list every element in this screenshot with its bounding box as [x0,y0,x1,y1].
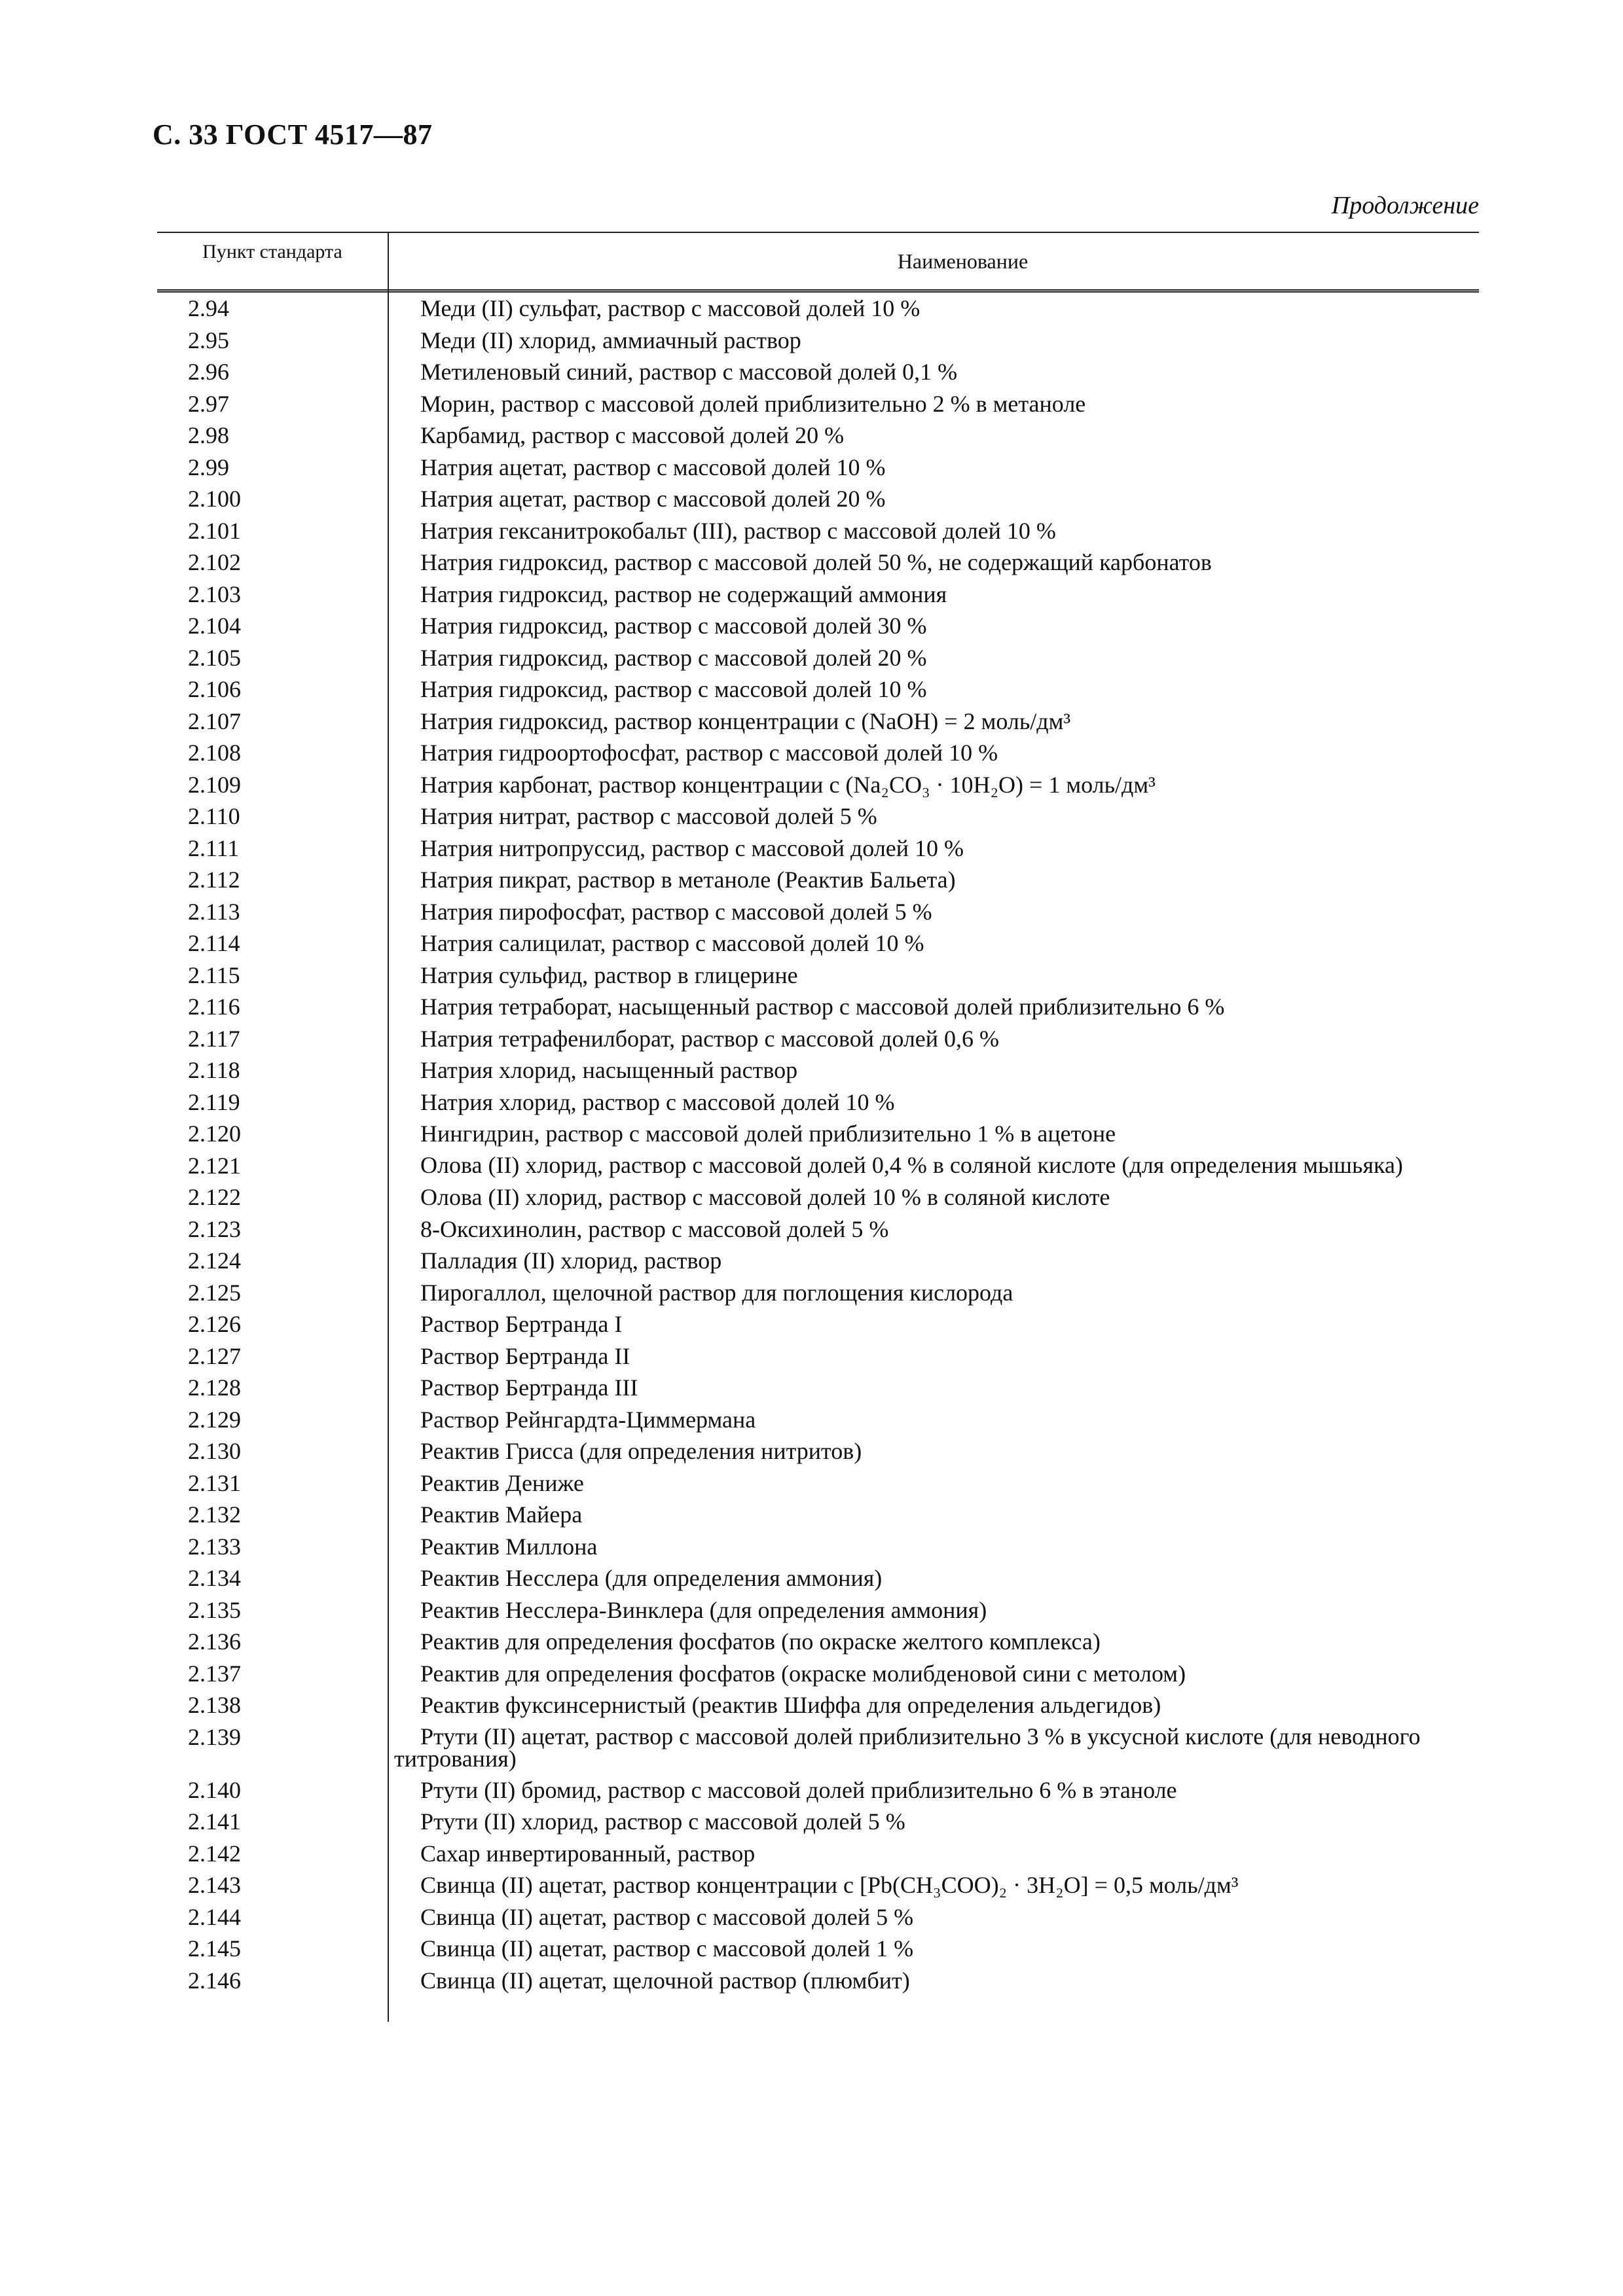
reagent-name: Реактив Несслера (для определения аммония) [420,1565,883,1591]
reagent-name: Палладия (II) хлорид, раствор [420,1247,722,1274]
table-row [157,1181,1479,1213]
table-row [157,673,1479,706]
clause-number: 2.114 [188,930,240,956]
reagent-name: Натрия хлорид, раствор с массовой долей 10 % [420,1088,895,1115]
clause-number: 2.135 [188,1596,241,1623]
clause-number: 2.141 [188,1808,241,1835]
clause-number: 2.115 [188,961,240,988]
clause-number: 2.116 [188,994,240,1020]
table-row [157,579,1479,611]
clause-number: 2.137 [188,1660,241,1687]
clause-number: 2.127 [188,1342,241,1369]
table-row [157,1806,1479,1838]
clause-number: 2.108 [188,740,241,766]
table-row [157,1245,1479,1277]
clause-number: 2.100 [188,486,241,512]
table-row [157,610,1479,642]
table-row [157,864,1479,896]
table-row [157,642,1479,674]
table-row [157,769,1479,801]
table-row [157,960,1479,992]
clause-number: 2.122 [188,1184,241,1210]
clause-number: 2.95 [188,327,229,353]
table-row [157,1869,1479,1901]
reagent-name: Пирогаллол, щелочной раствор для поглощения кислорода [420,1279,1013,1306]
reagent-name: Натрия гидроксид, раствор с массовой долей 10 % [420,676,927,702]
reagent-name: Натрия пирофосфат, раствор с массовой долей 5 % [420,898,932,925]
table-row [157,483,1479,515]
clause-number: 2.118 [188,1057,240,1083]
clause-number: 2.129 [188,1406,241,1433]
clause-number: 2.143 [188,1872,241,1898]
clause-number: 2.94 [188,295,229,321]
clause-number: 2.126 [188,1311,241,1337]
reagent-name: Метиленовый синий, раствор с массовой долей 0,1 % [420,359,958,385]
clause-number: 2.113 [188,898,240,925]
table-row [157,1213,1479,1246]
table-row [157,1372,1479,1404]
reagent-name: Натрия салицилат, раствор с массовой долей 10 % [420,930,924,956]
reagent-name: Натрия нитропруссид, раствор с массовой долей 10 % [420,834,964,861]
reagent-name: Реактив Майера [420,1501,583,1528]
clause-number: 2.99 [188,454,229,480]
table-row [157,452,1479,484]
reagent-name: Морин, раствор с массовой долей приблизительно 2 % в метаноле [420,390,1086,417]
table-row [157,737,1479,769]
table-row [157,293,1479,325]
table-body [157,293,1479,1996]
table-row [157,547,1479,579]
page-title: С. 33 ГОСТ 4517—87 [153,118,433,151]
reagent-name: Натрия сульфид, раствор в глицерине [420,961,798,988]
reagent-name: Натрия гидроксид, раствор с массовой долей 20 % [420,644,927,671]
clause-number: 2.125 [188,1279,241,1306]
table-row [157,1626,1479,1658]
reagent-name: Реактив фуксинсернистый (реактив Шиффа для определения альдегидов) [420,1692,1161,1718]
clause-number: 2.103 [188,581,241,607]
reagent-name: Сахар инвертированный, раствор [420,1840,756,1867]
reagent-name: Натрия тетраборат, насыщенный раствор с массовой долей приблизительно 6 % [420,994,1225,1020]
reagent-name: Реактив Дениже [420,1469,584,1496]
clause-number: 2.145 [188,1935,241,1962]
reagent-name: Свинца (II) ацетат, щелочной раствор (плюмбит) [420,1967,910,1994]
reagent-name: Натрия гидроксид, раствор с массовой долей 50 %, не содержащий карбонатов [420,549,1212,575]
table-row [157,991,1479,1023]
table-row [157,706,1479,738]
reagent-name: Ртути (II) ацетат, раствор с массовой долей приблизительно 3 % в уксусной кислоте (для неводного титрования) [394,1723,1421,1772]
reagent-name: Натрия гидроксид, раствор с массовой долей 30 % [420,613,927,639]
clause-number: 2.119 [188,1088,240,1115]
clause-number: 2.134 [188,1565,241,1591]
clause-number: 2.123 [188,1215,241,1242]
table-row [157,1404,1479,1436]
clause-number: 2.106 [188,676,241,702]
table-row [157,896,1479,928]
reagent-name: Натрия ацетат, раствор с массовой долей 10 % [420,454,886,480]
clause-number: 2.112 [188,867,240,893]
reagent-name: Реактив Грисса (для определения нитритов) [420,1438,862,1464]
table-row [157,1562,1479,1594]
reagent-name: Натрия гексанитрокобальт (III), раствор с массовой долей 10 % [420,517,1056,544]
table-row [157,1340,1479,1372]
clause-number: 2.131 [188,1469,241,1496]
table-row [157,1435,1479,1467]
clause-number: 2.128 [188,1374,241,1401]
reagent-name: Раствор Бертранда I [420,1311,623,1337]
clause-number: 2.110 [188,803,240,829]
reagent-name: Реактив Миллона [420,1533,598,1560]
reagent-name: Нингидрин, раствор с массовой долей приблизительно 1 % в ацетоне [420,1121,1116,1147]
clause-number: 2.101 [188,517,241,544]
clause-number: 2.120 [188,1121,241,1147]
reagent-name: Свинца (II) ацетат, раствор с массовой долей 1 % [420,1935,914,1962]
table-row [157,420,1479,452]
table-row [157,1594,1479,1626]
clause-number: 2.146 [188,1967,241,1994]
reagent-name: 8-Оксихинолин, раствор с массовой долей 5 % [420,1215,889,1242]
table-row [157,1023,1479,1055]
table-row [157,1531,1479,1563]
table-row [157,1838,1479,1870]
clause-number: 2.136 [188,1628,241,1655]
reagent-name: Меди (II) сульфат, раствор с массовой долей 10 % [420,295,921,321]
reagent-name: Олова (II) хлорид, раствор с массовой долей 10 % в соляной кислоте [420,1184,1110,1210]
clause-number: 2.139 [188,1723,241,1750]
table-row [157,1118,1479,1150]
clause-number: 2.98 [188,422,229,448]
table-row [157,1086,1479,1119]
reagent-name: Свинца (II) ацетат, раствор концентрации c [Pb(CH₃COO)₂ · 3H₂O] = 0,5 моль/дм³ [420,1872,1239,1898]
reagent-name: Раствор Рейнгардта-Циммермана [420,1406,756,1433]
clause-number: 2.124 [188,1247,241,1274]
clause-number: 2.140 [188,1776,241,1803]
reagent-name: Раствор Бертранда III [420,1374,638,1401]
table-row [157,1150,1479,1182]
table-row [157,356,1479,388]
reagent-name: Натрия нитрат, раствор с массовой долей 5 % [420,803,877,829]
table-row [157,1721,1479,1774]
reagent-name: Реактив для определения фосфатов (по окраске желтого комплекса) [420,1628,1101,1655]
reagent-name: Натрия гидроортофосфат, раствор с массовой долей 10 % [420,740,998,766]
column-header-name: Наименование [897,249,1029,273]
clause-number: 2.104 [188,613,241,639]
table-row [157,800,1479,833]
reagent-name: Натрия гидроксид, раствор концентрации c (NaOH) = 2 моль/дм³ [420,708,1071,734]
table-row [157,1308,1479,1340]
clause-number: 2.97 [188,390,229,417]
clause-number: 2.121 [188,1152,241,1179]
reagent-name: Натрия ацетат, раствор с массовой долей 20 % [420,486,886,512]
clause-number: 2.130 [188,1438,241,1464]
column-header-clause: Пункт стандарта [202,241,342,262]
clause-number: 2.102 [188,549,241,575]
clause-number: 2.138 [188,1692,241,1718]
table-row [157,1499,1479,1531]
table-row [157,1965,1479,1997]
table-row [157,1901,1479,1933]
reagent-name: Свинца (II) ацетат, раствор с массовой долей 5 % [420,1903,914,1930]
clause-number: 2.144 [188,1903,241,1930]
table-row [157,1689,1479,1721]
table-row [157,927,1479,960]
table-row [157,1467,1479,1499]
table-row [157,1277,1479,1309]
table-row [157,1933,1479,1965]
table-row [157,1054,1479,1086]
clause-number: 2.107 [188,708,241,734]
reagent-name: Натрия пикрат, раствор в метаноле (Реактив Бальета) [420,867,956,893]
table-header [157,232,1479,293]
reagent-name: Реактив Несслера-Винклера (для определения аммония) [420,1596,987,1623]
clause-number: 2.142 [188,1840,241,1867]
table-row [157,1774,1479,1806]
reagent-name: Олова (II) хлорид, раствор с массовой долей 0,4 % в соляной кислоте (для определения мышьяка) [420,1151,1403,1178]
reagent-name: Меди (II) хлорид, аммиачный раствор [420,327,801,353]
reagent-name: Раствор Бертранда II [420,1342,630,1369]
clause-number: 2.109 [188,771,241,798]
reagent-name: Натрия тетрафенилборат, раствор с массовой долей 0,6 % [420,1025,1000,1052]
clause-number: 2.132 [188,1501,241,1528]
continuation-label: Продолжение [1331,192,1479,219]
table-row [157,515,1479,547]
clause-number: 2.111 [188,834,240,861]
table-row [157,325,1479,357]
reagent-name: Натрия гидроксид, раствор не содержащий аммония [420,581,947,607]
reagent-name: Натрия хлорид, насыщенный раствор [420,1057,798,1083]
clause-number: 2.105 [188,644,241,671]
table-row [157,388,1479,420]
reagent-name: Карбамид, раствор с массовой долей 20 % [420,422,845,448]
table-row [157,833,1479,865]
reagent-name: Реактив для определения фосфатов (окраске молибденовой сини с метолом) [420,1660,1186,1687]
reagent-name: Ртути (II) хлорид, раствор с массовой долей 5 % [420,1808,905,1835]
reagent-name: Натрия карбонат, раствор концентрации c (Na₂CO₃ · 10H₂O) = 1 моль/дм³ [420,771,1156,798]
clause-number: 2.117 [188,1025,240,1052]
reagent-name: Ртути (II) бромид, раствор с массовой долей приблизительно 6 % в этаноле [420,1776,1177,1803]
clause-number: 2.133 [188,1533,241,1560]
clause-number: 2.96 [188,359,229,385]
table-row [157,1658,1479,1690]
